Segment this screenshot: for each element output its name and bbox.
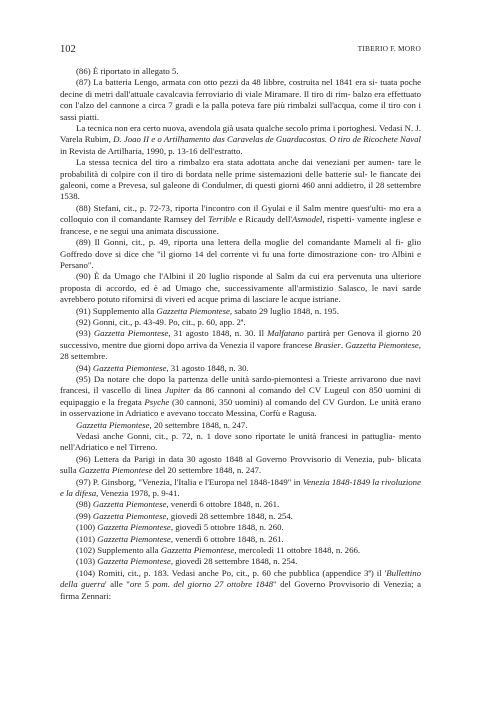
text-run: (96) Lettera da Parigi in data 30 agosto 1848 al Governo Provvisorio di Venezia, pub- blicata sulla bbox=[60, 453, 421, 476]
footnote bbox=[60, 522, 421, 533]
italic-text: Gazzetta Piemontese bbox=[97, 556, 171, 567]
text-run: , giovedì 28 settembre 1848, n. 254. bbox=[170, 556, 298, 567]
footnote bbox=[60, 157, 421, 203]
footnote bbox=[60, 271, 421, 305]
footnote bbox=[60, 534, 421, 545]
text-run: (98) bbox=[76, 499, 93, 510]
text-run: , rispetti- vamente inglese e francese, e ne segui una animata discussione. bbox=[60, 214, 421, 236]
text-run: da 86 cannoni al comando del CV Lugeul con 850 uomini di equipaggio e la fregata bbox=[60, 385, 421, 407]
text-run: in Revista de Artilharia, 1990, p. 13-16 dell'estratto. bbox=[60, 145, 243, 156]
italic-text: Gazzetta Piemontese bbox=[97, 533, 171, 544]
footnote bbox=[60, 374, 421, 420]
text-run: , venerdì 6 ottobre 1848, n. 261. bbox=[170, 533, 284, 544]
text-run: (100) bbox=[76, 522, 98, 533]
text-run: (91) Supplemento alla bbox=[76, 305, 157, 316]
text-run: (90) È da Umago che l'Albini il 20 luglio risponde al Salm da cui era pervenuta una ulteriore proposta di accordo, ed è ad Umago che, successivamente all'armistizio Salasco, le navi sarde avrebbero potuto rifornirsi di viveri ed acque prima di lasciare le acque istriane. bbox=[60, 271, 421, 305]
italic-text: Venezia 1848-1849 la rivoluzione e la difesa bbox=[60, 476, 421, 499]
italic-text: Gazzetta Piemontese bbox=[156, 305, 230, 316]
footnote bbox=[60, 77, 421, 123]
text-run: , 31 agosto 1848, n. 30. Il bbox=[168, 328, 268, 339]
footnote bbox=[60, 431, 421, 454]
text-run: (94) bbox=[76, 362, 93, 373]
footnote bbox=[60, 317, 421, 328]
italic-text: Gazzetta Piemontese bbox=[345, 339, 419, 350]
italic-text: ore 5 pom. del giorno 27 ottobre 1848 bbox=[129, 579, 274, 590]
text-run: , 28 settembre. bbox=[60, 339, 421, 362]
italic-text: Gazzetta Piemontese bbox=[97, 522, 171, 533]
text-run: " del Governo Provvisorio di Venezia; a firma Zennari: bbox=[60, 579, 421, 601]
text-run: (103) bbox=[76, 556, 98, 567]
running-head: TIBERIO F. MORO bbox=[357, 44, 421, 53]
text-run: (87) La batteria Lengo, armata con otto pezzi da 48 libbre, costruita nel 1841 era si- tuata poche decine di metri dall'attuale cavalcavia ferroviario di viale Miramare. Il tiro di rim- balzo era effettuato con l'alzo del cannone a circa 7 gradi e la palla poteva fare più rimbalzi sull'acqua, come il tiro con i sassi piatti. bbox=[60, 77, 421, 122]
text-run: , Venezia 1978, p. 9-41. bbox=[96, 488, 180, 499]
text-run: . bbox=[340, 339, 346, 350]
text-run: (89) Il Gonni, cit., p. 49, riporta una lettera della moglie del comandante Mameli al fi- glio Goffredo dove si dice che "il giorno 14 del corrente vi fu una forte dimostrazione con- tro Albini e Persano". bbox=[60, 237, 421, 270]
italic-text: D. Joao II e o Artilhamento das Caravelas de Guardacostas. O tiro de Ricochete Naval bbox=[113, 134, 421, 145]
text-run: , sabato 29 luglio 1848, n. 195. bbox=[229, 305, 339, 316]
footnote bbox=[60, 328, 421, 362]
text-run: , giovedì 28 settembre 1848, n. 254. bbox=[166, 510, 293, 521]
footnote bbox=[60, 499, 421, 510]
italic-text: Gazzetta Piemontese bbox=[78, 465, 153, 476]
italic-text: Gazzetta Piemontese bbox=[160, 545, 235, 556]
footnote bbox=[60, 306, 421, 317]
text-run: (102) Supplemento alla bbox=[76, 545, 161, 556]
italic-text: Gazzetta Piemontese bbox=[76, 419, 150, 430]
italic-text: Gazzetta Piemontese bbox=[92, 499, 167, 510]
italic-text: Psyche bbox=[144, 396, 170, 407]
footnote bbox=[60, 556, 421, 567]
italic-text: Bullettino della guerra bbox=[60, 567, 421, 590]
text-run: La tecnica non era certo nuova, avendola già usata qualche secolo prima i portoghesi. Vedasi N. J. Varela Rubim, bbox=[60, 123, 421, 145]
italic-text: Terrible bbox=[208, 214, 237, 225]
footnote bbox=[60, 203, 421, 237]
footnote bbox=[60, 545, 421, 556]
footnote bbox=[60, 363, 421, 374]
text-run: , 20 settembre 1848, n. 247. bbox=[149, 419, 248, 430]
text-run: (92) Gonni, cit., p. 43-49. Po, cit., p. 60, app. 2ª. bbox=[76, 316, 246, 327]
footnote bbox=[60, 237, 421, 271]
text-run: (88) Stefani, cit., p. 72-73, riporta l'incontro con il Gyulai e il Salm mentre quest'ulti- mo era a colloquio con il comandante Ramsey del bbox=[60, 202, 421, 225]
footnote bbox=[60, 454, 421, 477]
text-run: partirà per Genova il giorno 20 successivo, mentre due giorni dopo arriva da Venezia il vapore francese bbox=[60, 328, 421, 350]
italic-text: Brasier bbox=[314, 339, 341, 350]
text-run: Vedasi anche Gonni, cit., p. 72, n. 1 dove sono riportate le unità francesi in pattuglia- mento nell'Adriatico e nel Tirreno. bbox=[60, 431, 421, 453]
italic-text: Gazzetta Piemontese bbox=[93, 328, 169, 339]
text-run: , giovedì 5 ottobre 1848, n. 260. bbox=[170, 522, 284, 533]
footnote bbox=[60, 477, 421, 500]
footnote bbox=[60, 123, 421, 157]
text-run: La stessa tecnica del tiro a rimbalzo era stata adottata anche dai veneziani per aumen- tare le probabilità di colpire con il tiro di bordata nelle prime sistemazioni delle batterie sul- le fiancate dei galeoni, come a Prevesa, sul galeone di Condulmer, di questi giorni 460 anni addietro, il 28 settembre 1538. bbox=[60, 157, 421, 202]
italic-text: Asmodel bbox=[292, 214, 323, 225]
text-run: , 31 agosto 1848, n. 30. bbox=[166, 362, 249, 373]
footnotes-body bbox=[60, 66, 421, 602]
footnote bbox=[60, 568, 421, 602]
text-run: (86) È riportato in allegato 5. bbox=[76, 66, 179, 76]
italic-text: Jupiter bbox=[165, 385, 191, 396]
text-run: ' alle " bbox=[105, 579, 130, 590]
text-run: (104) Romiti, cit., p. 183. Vedasi anche Po, cit., p. 60 che pubblica (appendice 3ª) il ' bbox=[76, 567, 387, 578]
italic-text: Malfatano bbox=[267, 328, 304, 339]
text-run: , venerdì 6 ottobre 1848, n. 261. bbox=[166, 499, 280, 510]
text-run: (30 cannoni, 350 uomini) al comando del CV Gurdon. Le unità erano in osservazione in Adriatico e avevano toccato Messina, Corfù e Ragusa. bbox=[60, 396, 422, 419]
footnote bbox=[60, 66, 421, 77]
footnote bbox=[60, 511, 421, 522]
text-run: (99) bbox=[76, 510, 93, 521]
text-run: e Ricaudy dell' bbox=[236, 214, 293, 225]
text-run: (101) bbox=[76, 533, 98, 544]
page-number: 102 bbox=[60, 44, 76, 55]
footnote bbox=[60, 420, 421, 431]
text-run: (93) bbox=[76, 328, 94, 339]
italic-text: Gazzetta Piemontese bbox=[92, 362, 167, 373]
page-header bbox=[60, 44, 421, 58]
text-run: (95) Da notare che dopo la partenza delle unità sardo-piemontesi a Trieste arrivarono due navi francesi, il vascello di linea bbox=[60, 373, 421, 396]
text-run: del 20 settembre 1848, n. 247. bbox=[152, 465, 262, 476]
text-run: (97) P. Ginsborg, "Venezia, l'Italia e l'Europa nel 1848-1849" in bbox=[76, 476, 303, 487]
italic-text: Gazzetta Piemontese bbox=[92, 510, 167, 521]
text-run: , mercoledì 11 ottobre 1848, n. 266. bbox=[234, 545, 361, 556]
